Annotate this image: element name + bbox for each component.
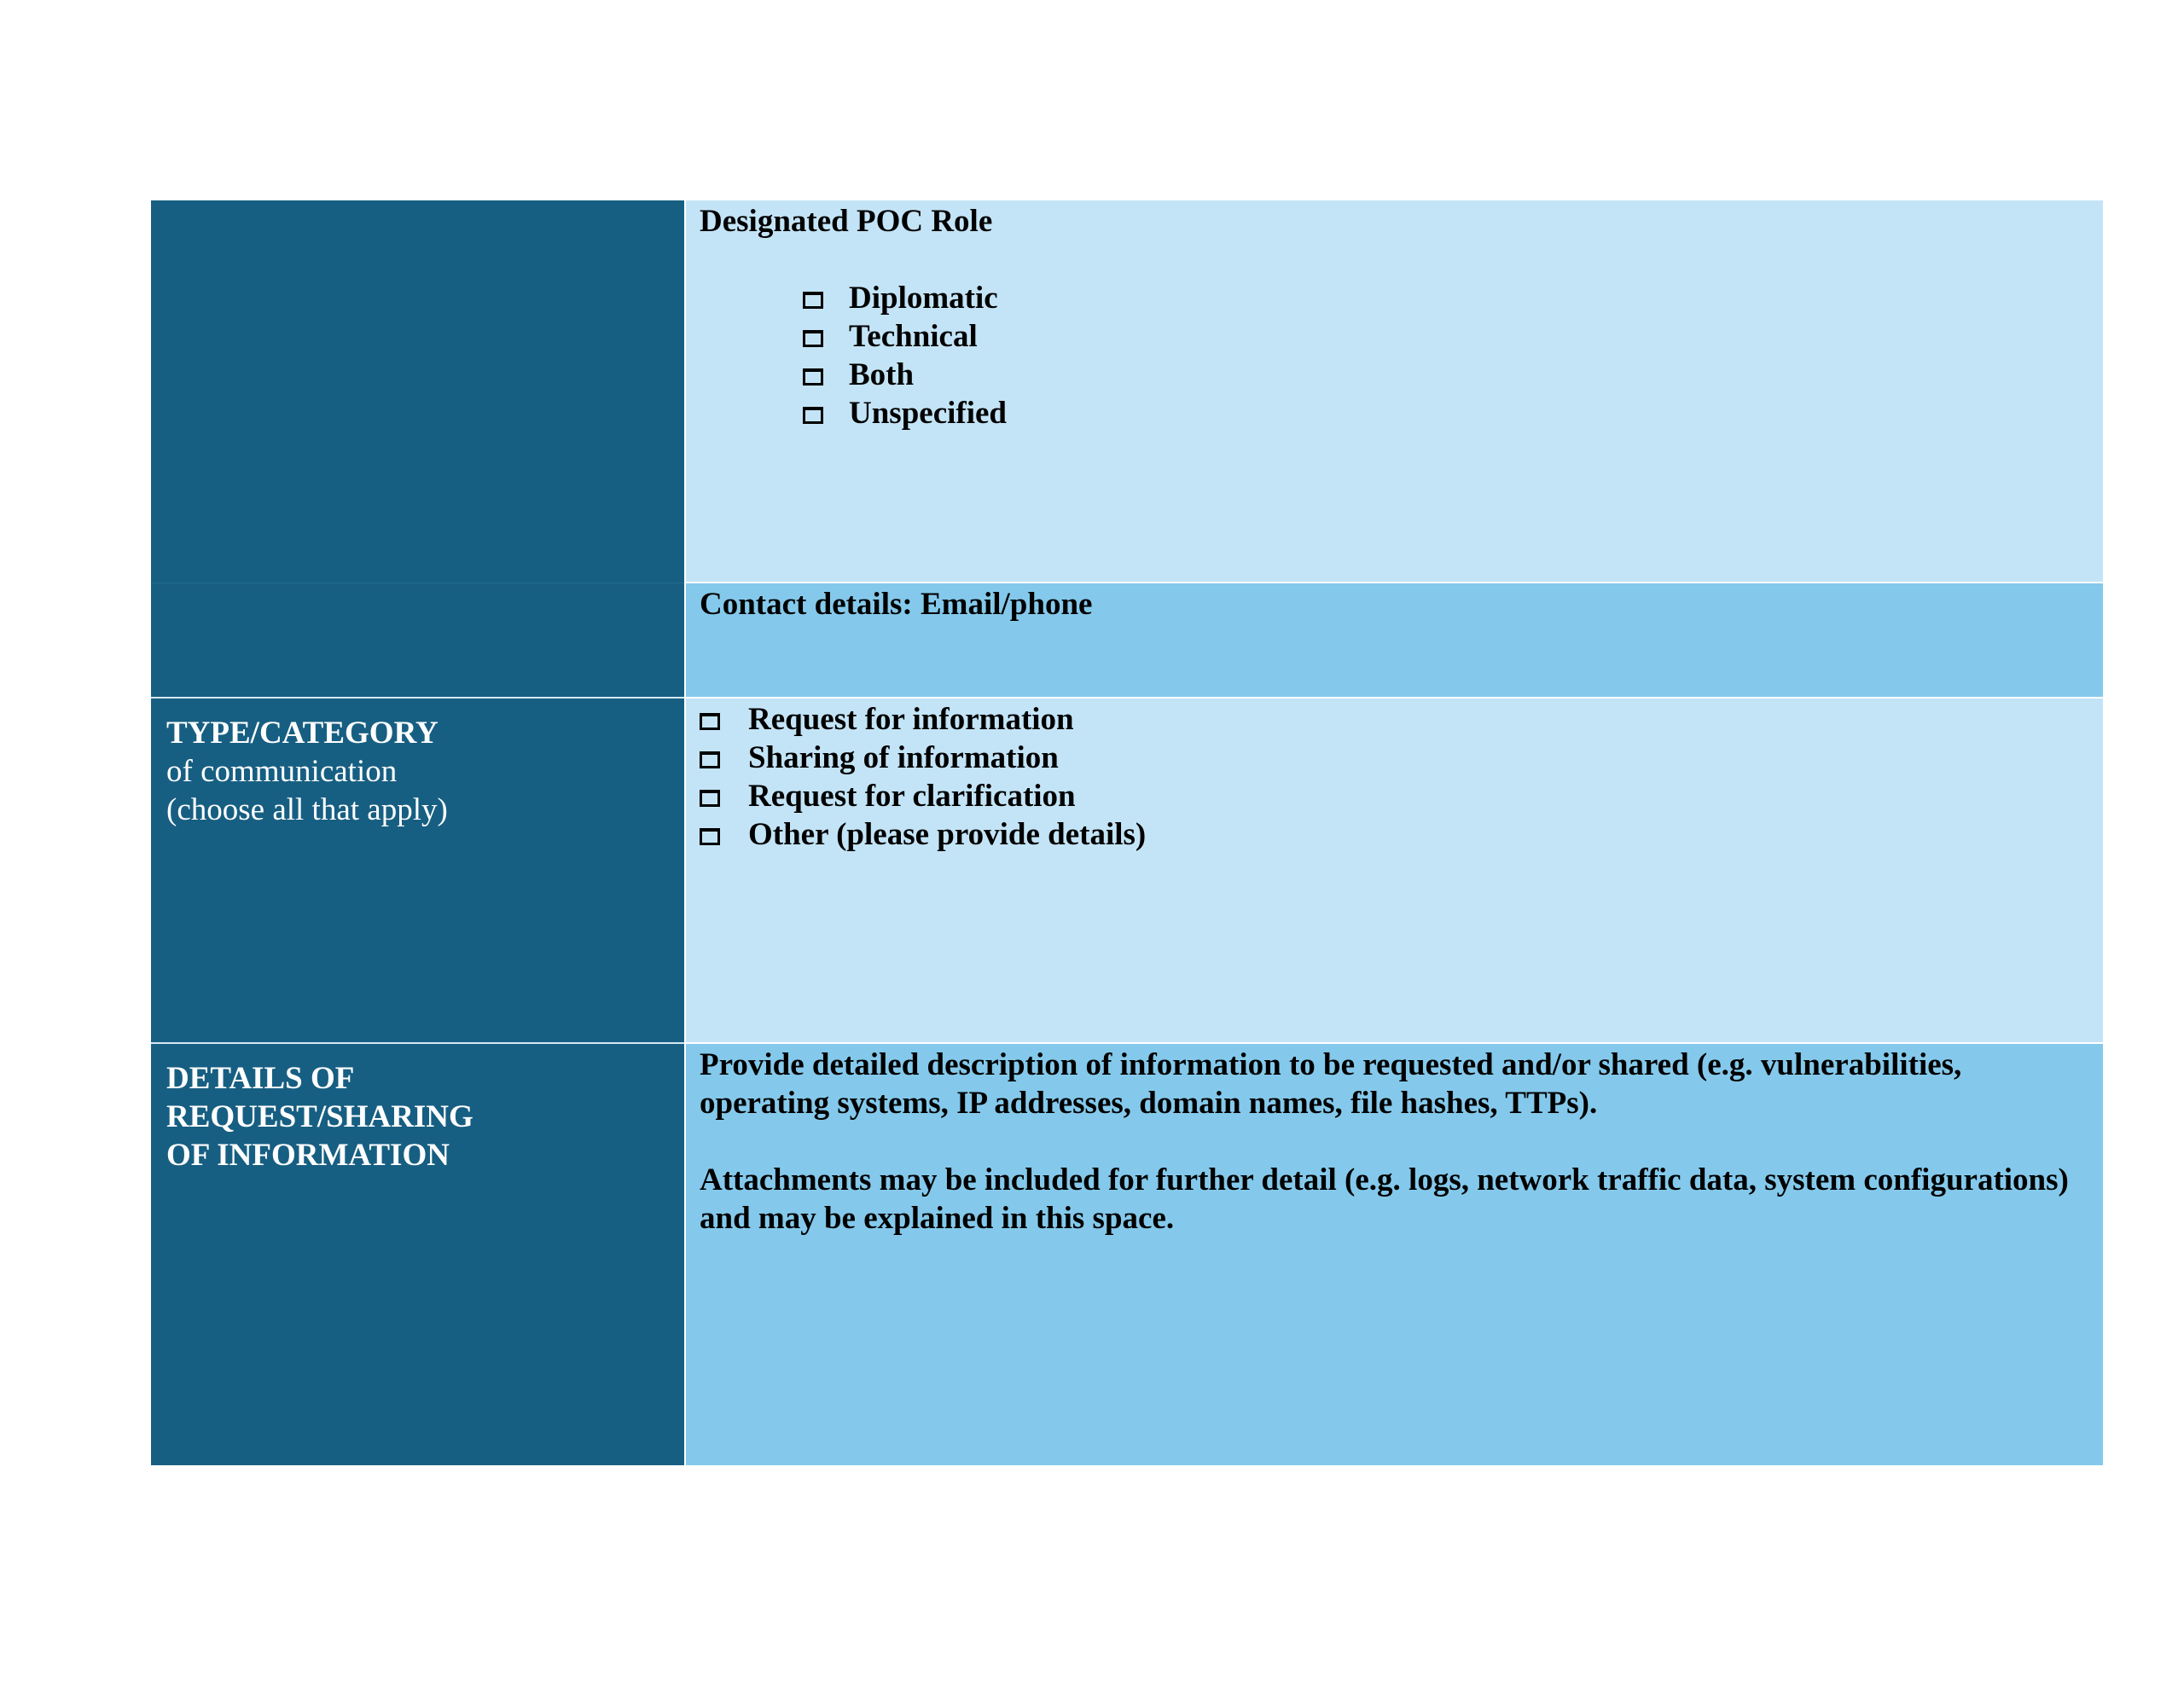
checkbox-icon[interactable] [803,407,823,424]
poc-role-label-cell [151,200,684,583]
type-option-sharing-info[interactable] [700,739,2088,777]
contact-label-cell [151,583,684,699]
type-category-hint: (choose all that apply) [166,792,448,827]
type-category-label: TYPE/CATEGORY [166,716,439,751]
type-option-other[interactable] [700,815,2088,854]
type-option-request-info[interactable] [700,700,2088,739]
checkbox-icon[interactable] [803,330,823,347]
details-instructions: Provide detailed description of information to be requested and/or shared (e.g. vulnerabilities, operating systems, IP addresses, domain names, file hashes, TTPs). [700,1047,1962,1121]
option-label: Request for information [748,702,1074,737]
option-label: Diplomatic [849,281,998,316]
poc-role-option-unspecified[interactable] [803,394,2088,432]
option-label: Other (please provide details) [748,817,1147,852]
checkbox-icon[interactable] [700,790,720,807]
poc-role-option-technical[interactable] [803,317,2088,356]
type-category-sublabel: of communication [166,754,398,789]
contact-details-title: Contact details: Email/phone [700,587,1093,622]
checkbox-icon[interactable] [803,368,823,386]
poc-role-options [700,279,2088,432]
checkbox-icon[interactable] [803,292,823,309]
option-label: Technical [849,319,978,354]
communication-form-table [151,200,2103,1465]
details-label-cell [151,1044,684,1465]
poc-role-cell [684,200,2103,583]
checkbox-icon[interactable] [700,713,720,730]
type-option-request-clarification[interactable] [700,777,2088,815]
poc-role-title: Designated POC Role [700,204,993,239]
poc-role-option-both[interactable] [803,356,2088,394]
details-attachments-note: Attachments may be included for further detail (e.g. logs, network traffic data, system configurations) and may be explained in this space. [700,1162,2069,1236]
checkbox-icon[interactable] [700,751,720,768]
option-label: Both [849,357,915,392]
checkbox-icon[interactable] [700,828,720,845]
option-label: Request for clarification [748,779,1076,814]
details-cell[interactable] [684,1044,2103,1465]
contact-details-cell[interactable] [684,583,2103,699]
option-label: Sharing of information [748,740,1059,775]
details-label-line: OF INFORMATION [166,1138,450,1173]
type-category-cell [684,699,2103,1044]
option-label: Unspecified [849,396,1007,431]
type-category-options [700,700,2088,854]
type-category-label-cell [151,699,684,1044]
poc-role-option-diplomatic[interactable] [803,279,2088,317]
details-label-line: REQUEST/SHARING [166,1099,473,1134]
details-label-line: DETAILS OF [166,1061,355,1096]
